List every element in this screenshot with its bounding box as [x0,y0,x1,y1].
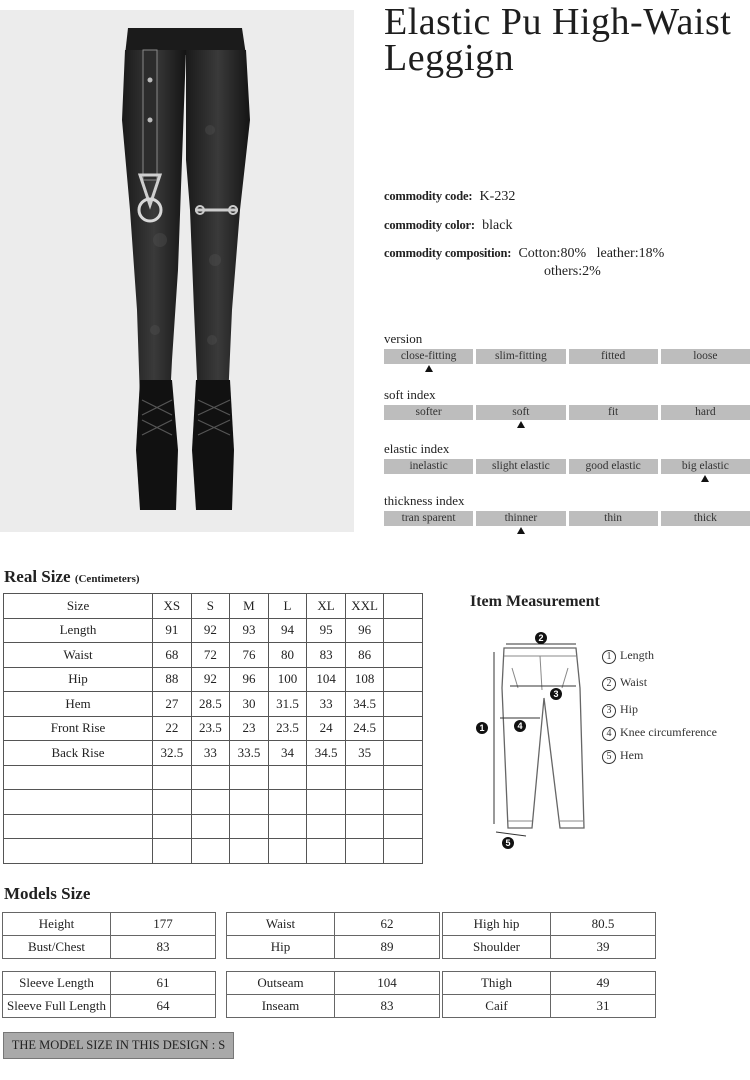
table-cell [345,765,384,790]
table-cell: 94 [268,618,307,643]
models-size-heading: Models Size [4,884,91,903]
commodity-code-label: commodity code: [384,189,473,203]
table-cell: Hip [4,667,153,692]
table-row [227,995,440,1018]
model-size-table [2,912,216,959]
index-scale-0 [384,349,750,364]
table-cell: 23.5 [191,716,230,741]
commodity-composition-label: commodity composition: [384,246,512,260]
index-option: slight elastic [476,459,565,474]
table-cell: 95 [307,618,346,643]
index-option: thin [569,511,658,526]
table-cell: Size [4,594,153,619]
legend-item [602,725,717,741]
model-size-table [226,912,440,959]
table-cell [384,618,423,643]
diagram-marker-4: 4 [517,721,523,731]
table-cell: 92 [191,618,230,643]
table-cell: 91 [153,618,192,643]
index-option: softer [384,405,473,420]
table-cell: 88 [153,667,192,692]
table-cell: 86 [345,643,384,668]
table-cell: 33 [191,741,230,766]
index-option: fit [569,405,658,420]
index-option: loose [661,349,750,364]
table-row [4,814,423,839]
index-option: good elastic [569,459,658,474]
index-title-1: soft index [384,387,436,402]
table-cell [384,765,423,790]
table-row [4,839,423,864]
table-cell: L [268,594,307,619]
real-size-unit: (Centimeters) [74,573,140,585]
table-cell: 104 [307,667,346,692]
table-cell: 23 [230,716,269,741]
model-size-table [442,971,656,1018]
measure-label: Sleeve Full Length [3,995,111,1018]
table-cell [307,814,346,839]
commodity-composition-row-2 [544,263,601,280]
table-cell: Length [4,618,153,643]
measure-label: Hip [227,936,335,959]
measure-label: Sleeve Length [3,972,111,995]
measure-label: Bust/Chest [3,936,111,959]
table-cell: 35 [345,741,384,766]
table-cell [384,716,423,741]
measure-value: 89 [335,936,440,959]
table-cell: Hem [4,692,153,717]
table-cell: 33 [307,692,346,717]
table-row [227,913,440,936]
real-size-heading [4,567,140,587]
table-cell [230,790,269,815]
index-title-0: version [384,331,423,346]
table-cell: XXL [345,594,384,619]
table-cell [384,643,423,668]
table-cell [307,790,346,815]
table-row [443,972,656,995]
diagram-marker-2: 2 [538,633,544,643]
table-cell: 23.5 [268,716,307,741]
table-cell [384,741,423,766]
table-cell [4,839,153,864]
table-row [3,913,216,936]
measure-value: 39 [551,936,656,959]
table-cell: 96 [230,667,269,692]
commodity-color-value: black [482,218,513,233]
index-selected-marker [425,365,433,372]
measure-label: Thigh [443,972,551,995]
table-cell [4,814,153,839]
table-cell [268,839,307,864]
table-cell: 68 [153,643,192,668]
size-table [3,593,423,864]
model-size-table [442,912,656,959]
table-cell: 34.5 [345,692,384,717]
measure-value: 61 [111,972,216,995]
measure-value: 31 [551,995,656,1018]
table-cell [191,790,230,815]
table-cell: 33.5 [230,741,269,766]
pants-diagram [472,628,596,854]
measure-label: Shoulder [443,936,551,959]
table-cell: M [230,594,269,619]
measure-value: 83 [111,936,216,959]
table-cell: 80 [268,643,307,668]
table-cell [345,814,384,839]
index-selected-marker [517,527,525,534]
table-cell: 92 [191,667,230,692]
table-cell [230,839,269,864]
index-title-2: elastic index [384,441,450,456]
legend-label: Length [620,648,654,662]
size-table-header [4,594,423,619]
table-cell [345,839,384,864]
measure-value: 64 [111,995,216,1018]
table-cell: 72 [191,643,230,668]
table-row [3,936,216,959]
product-photo [0,10,354,532]
table-cell: 34.5 [307,741,346,766]
table-cell: S [191,594,230,619]
measure-label: Height [3,913,111,936]
measure-label: Waist [227,913,335,936]
table-cell: 83 [307,643,346,668]
model-size-table [2,971,216,1018]
table-cell [191,765,230,790]
table-cell: Waist [4,643,153,668]
index-option: close-fitting [384,349,473,364]
table-row [4,716,423,741]
table-cell: 30 [230,692,269,717]
table-cell [384,667,423,692]
index-option: soft [476,405,565,420]
legend-label: Knee circumference [620,725,717,739]
index-scale-3 [384,511,750,526]
table-cell [153,839,192,864]
commodity-color-label: commodity color: [384,218,475,232]
commodity-composition-row [384,245,664,262]
table-row [443,995,656,1018]
table-cell [4,765,153,790]
legend-item [602,748,643,764]
diagram-marker-3: 3 [553,689,559,699]
table-cell: Front Rise [4,716,153,741]
item-measurement-heading: Item Measurement [470,593,600,610]
table-cell: Back Rise [4,741,153,766]
legend-number: 5 [602,750,616,764]
legend-number: 4 [602,727,616,741]
table-cell: 32.5 [153,741,192,766]
legend-label: Hem [620,748,644,762]
table-cell [230,814,269,839]
index-selected-marker [701,475,709,482]
table-row [4,643,423,668]
table-cell [384,692,423,717]
measure-value: 80.5 [551,913,656,936]
commodity-color-row [384,217,512,234]
table-cell [191,839,230,864]
table-row [3,995,216,1018]
index-title-3: thickness index [384,493,465,508]
commodity-composition-value: Cotton:80% leather:18% [518,246,665,261]
table-cell: 24.5 [345,716,384,741]
table-row [443,913,656,936]
table-cell: 34 [268,741,307,766]
model-size-table [226,971,440,1018]
measure-label: Inseam [227,995,335,1018]
table-row [4,618,423,643]
index-option: big elastic [661,459,750,474]
index-scale-1 [384,405,750,420]
table-row [4,765,423,790]
table-row [227,972,440,995]
commodity-code-value: K-232 [479,189,516,204]
table-cell [307,765,346,790]
table-cell: 22 [153,716,192,741]
table-cell [268,765,307,790]
index-option: slim-fitting [476,349,565,364]
commodity-code-row [384,188,515,205]
table-cell: 31.5 [268,692,307,717]
table-cell: 96 [345,618,384,643]
diagram-marker-5: 5 [505,838,511,848]
measure-label: Outseam [227,972,335,995]
table-cell: 108 [345,667,384,692]
real-size-title: Real Size [4,567,71,586]
table-cell [268,790,307,815]
legend-item [602,648,654,664]
table-row [4,667,423,692]
measure-label: High hip [443,913,551,936]
table-row [4,790,423,815]
table-cell: 27 [153,692,192,717]
table-cell: XS [153,594,192,619]
measure-value: 62 [335,913,440,936]
index-option: fitted [569,349,658,364]
legend-number: 3 [602,704,616,718]
legend-item [602,675,647,691]
table-cell [384,594,423,619]
table-cell [345,790,384,815]
table-row [4,741,423,766]
measure-value: 49 [551,972,656,995]
table-cell [384,790,423,815]
diagram-marker-1: 1 [479,723,485,733]
table-cell: 28.5 [191,692,230,717]
table-cell [384,839,423,864]
measure-value: 83 [335,995,440,1018]
measure-label: Caif [443,995,551,1018]
index-option: tran sparent [384,511,473,526]
table-cell [230,765,269,790]
table-row [3,972,216,995]
table-cell [191,814,230,839]
table-cell [4,790,153,815]
table-row [443,936,656,959]
product-title: Elastic Pu High-Waist Leggign [384,1,732,79]
table-cell: 93 [230,618,269,643]
table-cell [153,765,192,790]
table-cell: XL [307,594,346,619]
table-cell [384,814,423,839]
table-cell: 100 [268,667,307,692]
model-size-note: THE MODEL SIZE IN THIS DESIGN : S [3,1032,234,1059]
table-row [227,936,440,959]
commodity-composition-value-2: others:2% [544,264,601,279]
measure-value: 177 [111,913,216,936]
table-cell [268,814,307,839]
index-scale-2 [384,459,750,474]
table-cell: 76 [230,643,269,668]
index-option: thick [661,511,750,526]
table-cell [307,839,346,864]
legend-label: Hip [620,702,638,716]
table-row [4,692,423,717]
legend-item [602,702,638,718]
table-cell: 24 [307,716,346,741]
index-option: hard [661,405,750,420]
table-cell [153,814,192,839]
legend-number: 1 [602,650,616,664]
measure-value: 104 [335,972,440,995]
legend-number: 2 [602,677,616,691]
index-option: thinner [476,511,565,526]
index-option: inelastic [384,459,473,474]
legend-label: Waist [620,675,648,689]
table-cell [153,790,192,815]
index-selected-marker [517,421,525,428]
